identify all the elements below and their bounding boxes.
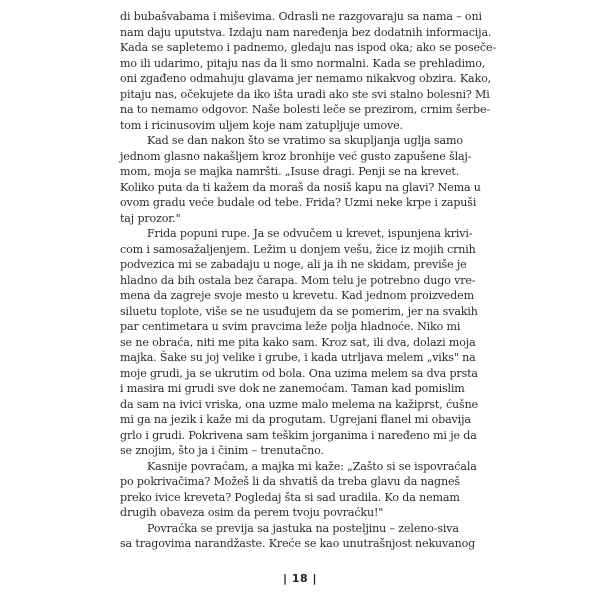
text-line: taj prozor." <box>120 211 181 225</box>
text-line: Povraćka se previja sa jastuka na posteljinu – zeleno-siva <box>147 521 459 535</box>
text-line: pitaju nas, očekujete da iko išta uradi ako ste svi stalno bolesni? Mi <box>120 87 490 101</box>
paragraph-5 <box>120 521 476 552</box>
text-line: mena da zagreje svoje mesto u krevetu. Kad jednom proizvedem <box>120 289 474 302</box>
text-line: par centimetara u svim pravcima leže polja hladnoće. Niko mi <box>120 320 461 333</box>
text-line: moje grudi, ja se ukrutim od bola. Ona uzima melem sa dva prsta <box>120 366 478 380</box>
text-line: mi ga na jezik i kaže mi da progutam. Ugrejani flanel mi obavija <box>120 413 471 426</box>
paragraph-2 <box>120 133 481 226</box>
text-line: da sam na ivici vriska, ona uzme malo melema na kažiprst, ćušne <box>120 397 478 411</box>
text-line: jednom glasno nakašljem kroz bronhije već gusto zapušene šlaj- <box>120 149 472 163</box>
text-line: com i samosažaljenjem. Ležim u donjem vešu, žice iz mojih crnih <box>120 242 476 256</box>
text-line: na to nemamo odgovor. Naše bolesti leče se prezirom, crnim šerbe- <box>120 103 490 116</box>
paragraph-1 <box>120 9 496 133</box>
page-number: | 18 | <box>282 572 317 585</box>
text-line: sa tragovima narandžaste. Kreće se kao unutrašnjost nekuvanog <box>120 537 476 550</box>
text-line: di bubašvabama i miševima. Odrasli ne razgovaraju sa nama – oni <box>120 10 482 23</box>
paragraph-3 <box>120 226 478 459</box>
text-line: hladno da bih ostala bez čarapa. Mom telu je potrebno dugo vre- <box>120 273 476 287</box>
text-line: siluetu toplote, više se ne usuđujem da se pomerim, jer na svakih <box>120 304 478 318</box>
text-line: preko ivice kreveta? Pogledaj šta si sad uradila. Ko da nemam <box>120 490 460 504</box>
text-line: po pokrivačima? Možeš li da shvatiš da treba glavu da nagneš <box>120 475 460 488</box>
text-line: nam daju uputstva. Izdaju nam naređenja bez dodatnih informacija. <box>120 25 492 39</box>
text-line: ovom gradu veće budale od tebe. Frida? Uzmi neke krpe i zapuši <box>120 196 477 209</box>
text-line: i masira mi grudi sve dok ne zanemoćam. Taman kad pomislim <box>120 382 465 395</box>
text-line: se znojim, što ja i činim – trenutačno. <box>120 444 324 457</box>
text-line: oni zgađeno odmahuju glavama jer nemamo nikakvog obzira. Kako, <box>120 72 491 85</box>
text-line: Frida popuni rupe. Ja se odvučem u krevet, ispunjena krivi- <box>147 227 473 240</box>
text-line: se ne obraća, niti me pita kako sam. Kroz sat, ili dva, dolazi moja <box>120 335 476 349</box>
text-line: podvezica mi se zabadaju u noge, ali ja ih ne skidam, previše je <box>120 258 467 271</box>
text-line: Koliko puta da ti kažem da moraš da nosiš kapu na glavi? Nema u <box>120 180 481 194</box>
text-line: Kada se sapletemo i padnemo, gledaju nas ispod oka; ako se poseče- <box>120 41 496 54</box>
text-line: mom, moja se majka namršti. „Isuse dragi. Penji se na krevet. <box>120 165 460 178</box>
text-line: mo ili udarimo, pitaju nas da li smo normalni. Kada se prehladimo, <box>120 56 486 70</box>
text-line: Kasnije povraćam, a majka mi kaže: „Zašto si se ispovraćala <box>147 459 477 473</box>
text-line: tom i ricinusovim uljem koje nam zatupljuje umove. <box>120 118 403 132</box>
text-line: Kad se dan nakon što se vratimo sa skupljanja uglja samo <box>147 134 463 147</box>
text-line: grlo i grudi. Pokrivena sam teškim jorganima i naređeno mi je da <box>120 428 477 442</box>
text-line: drugih obaveza osim da perem tvoju povraćku!" <box>120 506 384 519</box>
page-body-text <box>120 9 496 552</box>
text-line: majka. Šake su joj velike i grube, i kada utrljava melem „viks" na <box>120 351 476 364</box>
paragraph-4 <box>120 459 477 521</box>
